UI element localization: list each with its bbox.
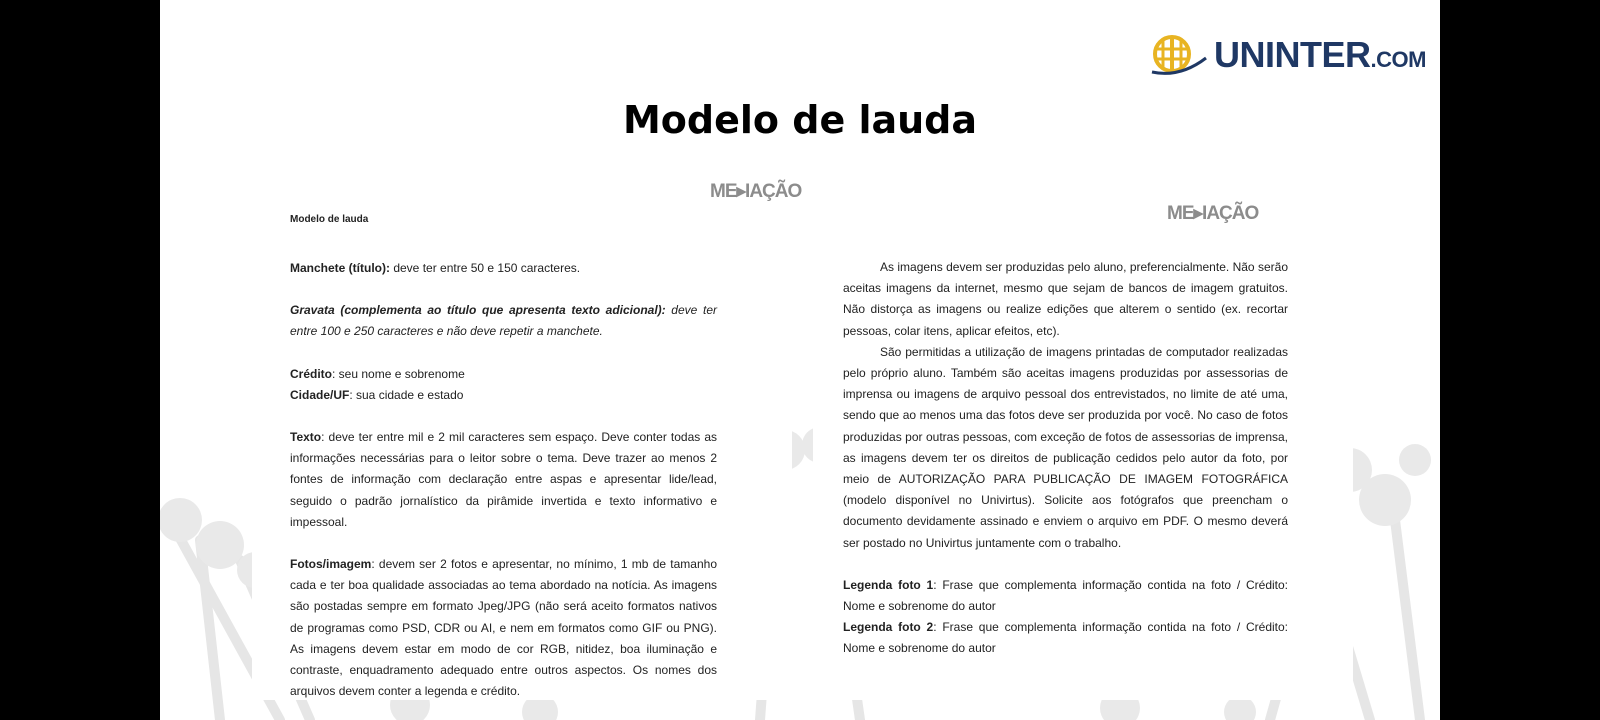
- brand-name: UNINTER.COM: [1214, 34, 1426, 75]
- legenda-foto-2: Legenda foto 2: Frase que complementa informação contida na foto / Crédito: Nome e sobrenome do autor: [843, 620, 1288, 656]
- mediacao-stamp: ME▸IAÇÃO: [710, 181, 802, 202]
- mediacao-stamp-right: ME▸IAÇÃO: [1167, 203, 1259, 224]
- images-paragraph-2: São permitidas a utilização de imagens printadas de computador realizadas pelo próprio aluno. Também são aceitas imagens produzidas por assessorias de imprensa ou imagens de arquivo pessoal dos entrevistados, no limite de até uma, sendo que ao menos uma das fotos deve ser produzida por você. No caso de fotos produzidas por outras pessoas, com exceção de fotos de assessorias de imprensa, as imagens devem ter os direitos de publicação cedidos pelo autor da foto, por meio de AUTORIZAÇÃO PARA PUBLICAÇÃO DE IMAGEM FOTOGRÁFICA (modelo disponível no Univirtus). Solicite aos fotógrafos que preencham o documento devidamente assinado e enviem o arquivo em PDF. O mesmo deverá ser postado no Univirtus juntamente com o trabalho.: [843, 344, 1288, 550]
- left-column: [290, 258, 717, 702]
- images-paragraph-1: As imagens devem ser produzidas pelo aluno, preferencialmente. Não serão aceitas imagens da internet, mesmo que sejam de bancos de imagem gratuitos. Não distorça as imagens ou realize edições que alterem o sentido (ex. recortar pessoas, colar itens, aplicar efeitos, etc).: [843, 260, 1288, 338]
- cidade-line: Cidade/UF: sua cidade e estado: [290, 387, 464, 402]
- credito-line: Crédito: seu nome e sobrenome: [290, 366, 465, 381]
- legenda-foto-1: Legenda foto 1: Frase que complementa informação contida na foto / Crédito: Nome e sobrenome do autor: [843, 577, 1288, 614]
- gravata-line: Gravata (complementa ao título que apresenta texto adicional): deve ter entre 100 e 250 caracteres e não deve repetir a manchete.: [290, 303, 717, 339]
- uninter-logo: [1150, 30, 1426, 80]
- globe-icon: [1150, 32, 1208, 78]
- texto-paragraph: Texto: deve ter entre mil e 2 mil caracteres sem espaço. Deve conter todas as informações necessárias para o leitor sobre o tema. Deve trazer ao menos 2 fontes de informação com declaração entre aspas e apresentar lide/lead, seguido o padrão jornalístico da pirâmide invertida e texto informativo e impessoal.: [290, 430, 717, 529]
- manchete-line: Manchete (título): deve ter entre 50 e 150 caracteres.: [290, 261, 581, 275]
- right-column: [843, 257, 1288, 660]
- slide-title: Modelo de lauda: [622, 98, 978, 142]
- fotos-paragraph: Fotos/imagem: devem ser 2 fotos e apresentar, no mínimo, 1 mb de tamanho cada e ter boa qualidade associadas ao tema abordado na notícia. As imagens são postadas sempre em formato Jpeg/JPG (não será aceito formatos nativos de programas como PSD, CDR ou AI, e nem em formatos como GIF ou PNG). As imagens devem estar em modo de cor RGB, nitidez, boa iluminação e contraste, enquadramento adequado entre outros aspectos. Os nomes dos arquivos devem conter a legenda e crédito.: [290, 557, 717, 699]
- doc-heading: Modelo de lauda: [290, 214, 369, 225]
